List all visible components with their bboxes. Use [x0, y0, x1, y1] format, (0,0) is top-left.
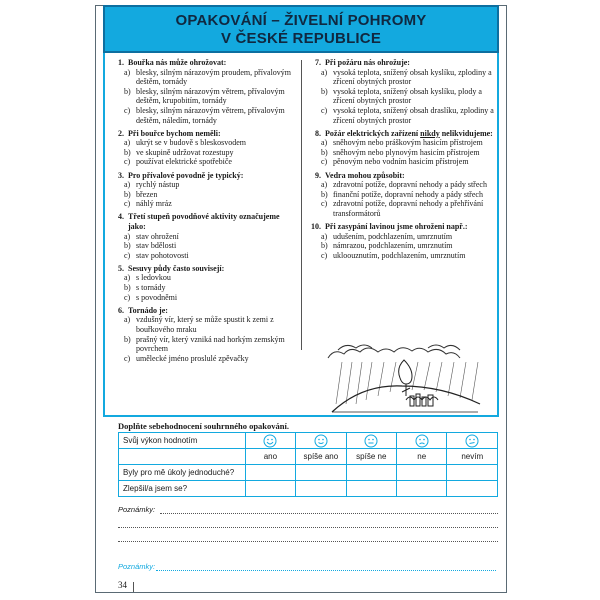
answer-option[interactable]: [110, 180, 296, 190]
option-label: c): [124, 292, 131, 302]
answer-cell[interactable]: [245, 465, 295, 481]
option-text: rychlý nástup: [136, 180, 180, 190]
option-label: a): [321, 231, 328, 241]
option-text: vysoká teplota, snížený obsah kyslíku, plody a zřícení obytných prostor: [333, 86, 482, 106]
answer-option[interactable]: [110, 335, 296, 354]
answer-option[interactable]: [307, 68, 494, 87]
option-text: zdravotní potíže, dopravní nehody a přehřívání transformátorů: [333, 199, 484, 218]
question-number: 8.: [315, 128, 321, 138]
option-label: c): [321, 105, 328, 115]
question-heading: [307, 171, 494, 181]
answer-option[interactable]: [110, 241, 296, 251]
question: [307, 58, 494, 125]
option-label: c): [124, 105, 131, 115]
answer-option[interactable]: [110, 190, 296, 200]
col-spise-ne: spíše ne: [346, 449, 396, 465]
answer-option[interactable]: [110, 315, 296, 334]
question-number: 4.: [118, 212, 124, 222]
option-text: ukrýt se v budově s bleskosvodem: [136, 138, 246, 148]
option-label: b): [124, 334, 131, 344]
option-label: c): [124, 199, 131, 209]
question: [110, 171, 296, 209]
answer-cell[interactable]: [447, 465, 498, 481]
answer-option[interactable]: [307, 148, 494, 158]
face-neutral-icon: [346, 433, 396, 449]
answer-option[interactable]: [307, 190, 494, 200]
option-label: b): [321, 147, 328, 157]
option-text: vzdušný vír, který se může spustit k zemi z bouřkového mraku: [136, 315, 274, 334]
answer-option[interactable]: [307, 251, 494, 261]
answer-option[interactable]: [307, 138, 494, 148]
option-text: březen: [136, 189, 158, 199]
question-heading: [307, 222, 494, 232]
option-text: zdravotní potíže, dopravní nehody a pády střech: [333, 180, 487, 190]
title-line-2: V ČESKÉ REPUBLICE: [220, 30, 382, 47]
question: [307, 129, 494, 167]
option-text: udušením, podchlazením, umrznutím: [333, 231, 453, 241]
option-text: s tornády: [136, 283, 166, 293]
answer-option[interactable]: [110, 87, 296, 106]
notes-section: [118, 505, 498, 555]
option-label: a): [124, 67, 131, 77]
answer-option[interactable]: [307, 106, 494, 125]
question-heading: [110, 264, 296, 274]
question-heading: [110, 306, 296, 316]
option-text: stav ohrožení: [136, 231, 179, 241]
question-heading: [307, 129, 494, 139]
answer-option[interactable]: [110, 157, 296, 167]
question-text: Bouřka nás může ohrožovat:: [128, 58, 227, 67]
question-number: 1.: [118, 58, 124, 67]
option-label: c): [124, 250, 131, 260]
option-label: a): [124, 315, 131, 325]
option-text: blesky, silným nárazovým proudem, přívalovým deštěm, tornády: [136, 67, 292, 87]
option-label: b): [321, 86, 328, 96]
option-label: c): [321, 199, 328, 209]
answer-option[interactable]: [110, 293, 296, 303]
page-number: 34: [118, 580, 127, 590]
answer-option[interactable]: [110, 199, 296, 209]
page-notes-line[interactable]: [156, 570, 496, 571]
answer-cell[interactable]: [245, 481, 295, 497]
option-text: umělecké jméno proslulé zpěvačky: [136, 353, 249, 363]
option-label: a): [321, 67, 328, 77]
option-text: vysoká teplota, snížený obsah draslíku, zplodiny a zřícení obytných prostor: [333, 105, 494, 125]
col-spise-ano: spíše ano: [296, 449, 346, 465]
notes-line[interactable]: [118, 541, 498, 542]
question-number: 9.: [315, 170, 321, 180]
question: [110, 212, 296, 260]
option-text: s povodněmi: [136, 292, 178, 302]
page-number-divider: [133, 582, 134, 592]
self-eval-columns-row: [119, 449, 498, 465]
question: [307, 222, 494, 260]
option-text: s ledovkou: [136, 273, 171, 283]
page-notes-label: Poznámky:: [118, 562, 156, 571]
answer-option[interactable]: [110, 148, 296, 158]
question-text: Tornádo je:: [128, 305, 168, 315]
option-label: c): [321, 250, 328, 260]
answer-cell[interactable]: [296, 465, 346, 481]
option-text: ve skupině udržovat rozestupy: [136, 147, 234, 157]
option-text: používat elektrické spotřebiče: [136, 157, 232, 167]
right-column: [307, 58, 494, 264]
answer-option[interactable]: [110, 232, 296, 242]
face-sad-icon: [397, 433, 447, 449]
option-label: a): [124, 138, 131, 148]
answer-option[interactable]: [110, 106, 296, 125]
option-text: námrazou, podchlazením, umrznutím: [333, 241, 453, 251]
question-heading: [110, 129, 296, 139]
answer-cell[interactable]: [397, 481, 447, 497]
option-text: stav pohotovosti: [136, 250, 189, 260]
question: [307, 171, 494, 219]
question-number: 2.: [118, 128, 124, 138]
answer-option[interactable]: [110, 273, 296, 283]
answer-cell[interactable]: [296, 481, 346, 497]
option-label: b): [321, 241, 328, 251]
left-column: [110, 58, 296, 367]
option-text: blesky, silným nárazovým větrem, přívalovým deštěm, náledím, tornády: [136, 105, 285, 125]
option-text: sněhovým nebo práškovým hasicím přístrojem: [333, 138, 483, 148]
self-eval-row-label: Zlepšil/a jsem se?: [119, 481, 246, 497]
question-text: Při bouřce bychom neměli:: [128, 128, 221, 138]
option-label: a): [124, 273, 131, 283]
self-eval-face-row: [119, 433, 498, 449]
question: [110, 129, 296, 167]
page-notes-section: [118, 562, 498, 571]
answer-cell[interactable]: [346, 465, 396, 481]
self-eval-row-label: Byly pro mě úkoly jednoduché?: [119, 465, 246, 481]
question-text-part: Požár elektrických zařízení: [325, 128, 421, 138]
question-number: 3.: [118, 170, 124, 180]
answer-option[interactable]: [110, 138, 296, 148]
option-label: b): [124, 241, 131, 251]
answer-option[interactable]: [307, 87, 494, 106]
question: [110, 306, 296, 364]
question-number: 10.: [311, 222, 321, 231]
question-text: [325, 129, 494, 139]
question: [110, 58, 296, 125]
option-label: b): [124, 189, 131, 199]
option-text: vysoká teplota, snížený obsah kyslíku, zplodiny a zřícení obytných prostor: [333, 67, 492, 87]
question-heading: [307, 58, 494, 68]
question-number: 5.: [118, 263, 124, 273]
option-text: prašný vír, který vzniká nad horkým zemským povrchem: [136, 334, 285, 354]
answer-option[interactable]: [307, 180, 494, 190]
answer-option[interactable]: [307, 157, 494, 167]
self-eval-header-label: Svůj výkon hodnotím: [119, 433, 246, 449]
col-nevim: nevím: [447, 449, 498, 465]
option-label: b): [124, 147, 131, 157]
answer-option[interactable]: [307, 232, 494, 242]
question-number: 6.: [118, 305, 124, 315]
self-eval-title: Doplňte sebehodnocení souhrnného opakování.: [118, 421, 289, 431]
answer-cell[interactable]: [447, 481, 498, 497]
self-eval-row: [119, 465, 498, 481]
face-happy-icon: [296, 433, 346, 449]
option-label: c): [124, 353, 131, 363]
option-label: a): [124, 180, 131, 190]
title-line-1: OPAKOVÁNÍ – ŽIVELNÍ POHROMY: [175, 12, 427, 29]
option-text: sněhovým nebo plynovým hasicím přístrojem: [333, 147, 480, 157]
answer-option[interactable]: [110, 283, 296, 293]
answer-option[interactable]: [307, 241, 494, 251]
option-text: blesky, silným nárazovým větrem, přívalovým deštěm, krupobitím, tornády: [136, 86, 285, 106]
self-eval-row: [119, 481, 498, 497]
question-text: Sesuvy půdy často souvisejí:: [128, 263, 225, 273]
notes-label: Poznámky:: [118, 505, 156, 514]
face-confused-icon: [447, 433, 498, 449]
question-text: Při zasypání lavinou jsme ohroženi např.:: [325, 222, 468, 231]
notes-line[interactable]: [118, 527, 498, 528]
col-ano: ano: [245, 449, 295, 465]
option-label: b): [321, 189, 328, 199]
page-title: [103, 5, 499, 53]
answer-option[interactable]: [110, 251, 296, 261]
question-text: Třetí stupeň povodňové aktivity označujeme jako:: [128, 212, 280, 231]
option-label: a): [124, 231, 131, 241]
option-label: a): [321, 138, 328, 148]
question-text-emphasis: nikdy: [420, 128, 440, 138]
question: [110, 264, 296, 302]
option-text: stav bdělosti: [136, 241, 177, 251]
question-number: 7.: [315, 58, 321, 67]
avalanche-illustration-icon: [318, 340, 490, 416]
option-text: náhlý mráz: [136, 199, 172, 209]
option-label: c): [124, 157, 131, 167]
notes-line[interactable]: [160, 513, 498, 514]
col-ne: ne: [397, 449, 447, 465]
option-text: pěnovým nebo vodním hasicím přístrojem: [333, 157, 469, 167]
option-label: b): [124, 86, 131, 96]
question-heading: [110, 58, 296, 68]
option-label: a): [321, 180, 328, 190]
option-label: c): [321, 157, 328, 167]
answer-cell[interactable]: [397, 465, 447, 481]
question-text: Při požáru nás ohrožuje:: [325, 58, 410, 67]
option-label: b): [124, 283, 131, 293]
column-divider: [301, 60, 302, 350]
option-text: finanční potíže, dopravní nehody a pády střech: [333, 189, 483, 199]
question-heading: [110, 171, 296, 181]
question-heading: [110, 212, 296, 231]
answer-option[interactable]: [307, 199, 494, 218]
face-very-happy-icon: [245, 433, 295, 449]
question-text-part: nelikvidujeme:: [439, 128, 493, 138]
answer-cell[interactable]: [346, 481, 396, 497]
answer-option[interactable]: [110, 354, 296, 364]
option-text: ukloouznutím, podchlazením, umrznutím: [333, 250, 466, 260]
question-text: Pro přívalové povodně je typický:: [128, 170, 244, 180]
self-eval-table: [118, 432, 498, 497]
answer-option[interactable]: [110, 68, 296, 87]
question-text: Vedra mohou způsobit:: [325, 170, 405, 180]
